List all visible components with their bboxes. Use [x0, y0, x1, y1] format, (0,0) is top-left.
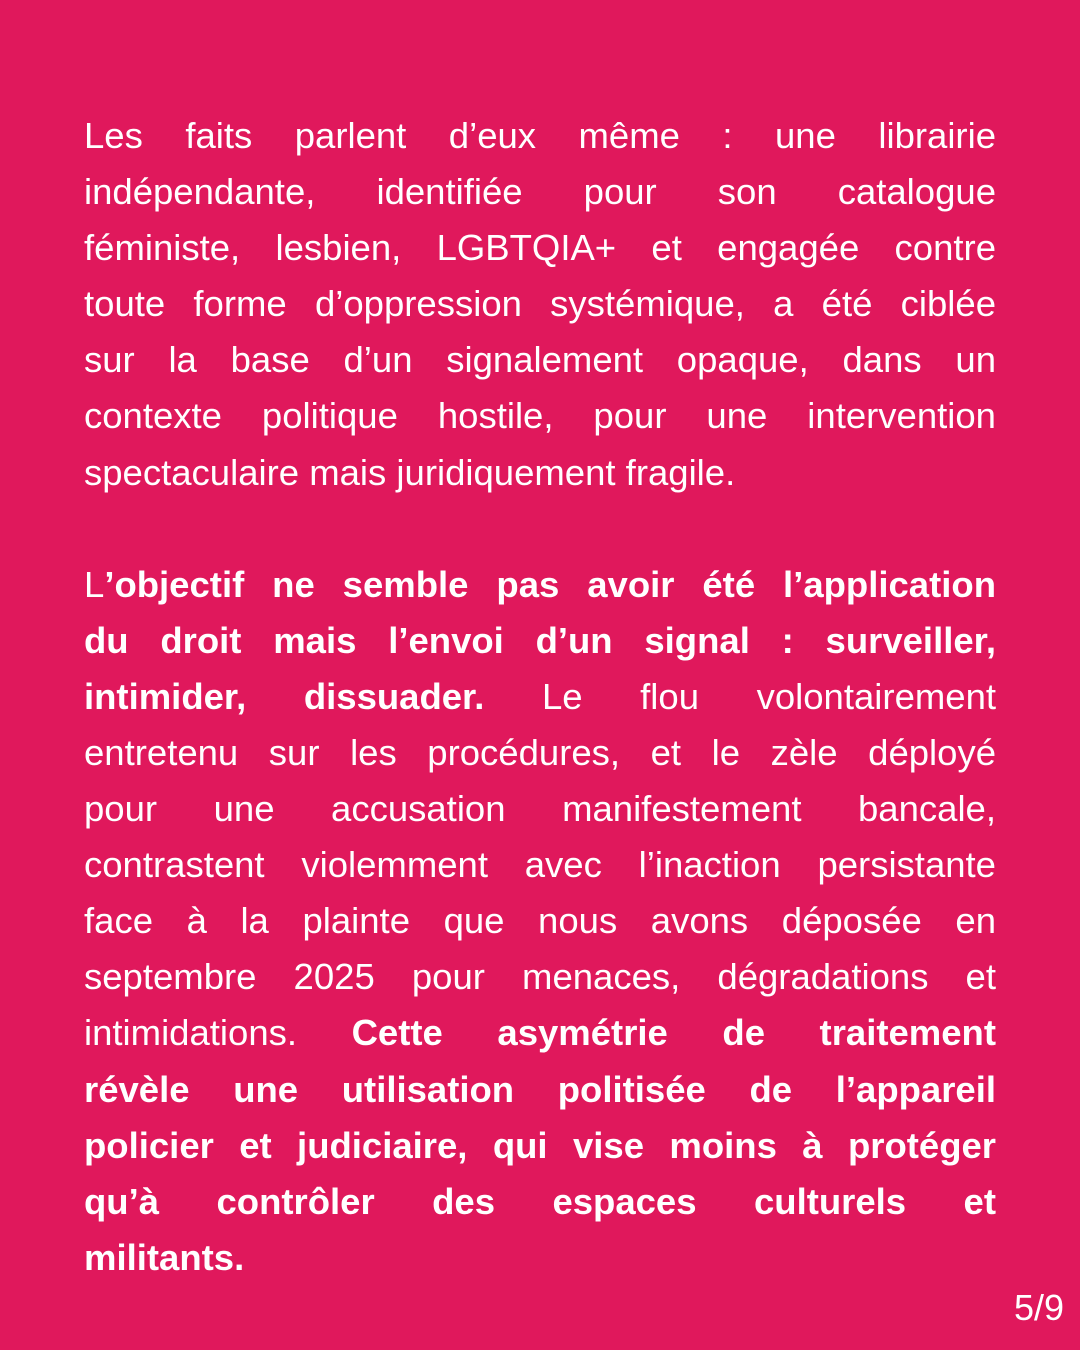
text-line: [84, 108, 996, 164]
text-line: [84, 781, 996, 837]
text-line: [84, 725, 996, 781]
text-line: [84, 164, 996, 220]
regular-text: face à la plainte que nous avons déposée en: [84, 900, 996, 942]
regular-text: L: [84, 563, 105, 605]
text-line: [84, 388, 996, 444]
bold-text: intimider, dissuader.: [84, 675, 485, 717]
bold-text: qu’à contrôler des espaces culturels et: [84, 1180, 996, 1222]
bold-text: policier et judiciaire, qui vise moins à protéger: [84, 1124, 996, 1166]
text-line: [84, 1174, 996, 1230]
regular-text: toute forme d’oppression systémique, a été ciblée: [84, 283, 996, 325]
regular-text: indépendante, identifiée pour son catalogue: [84, 171, 996, 213]
text-line: [84, 613, 996, 669]
regular-text: Le flou volontairement: [484, 675, 997, 717]
document-body: [84, 108, 996, 1286]
regular-text: Les faits parlent d’eux même : une librairie: [84, 115, 996, 156]
regular-text: spectaculaire mais juridiquement fragile.: [84, 451, 736, 493]
text-line: [84, 1118, 996, 1174]
regular-text: contexte politique hostile, pour une intervention: [84, 395, 996, 437]
paragraph-2: [84, 557, 996, 1286]
paragraph-1: [84, 108, 996, 501]
text-line: [84, 445, 996, 501]
regular-text: entretenu sur les procédures, et le zèle déployé: [84, 731, 996, 773]
text-line: [84, 220, 996, 276]
bold-text: ’objectif ne semble pas avoir été l’application: [104, 563, 996, 605]
text-line: [84, 1062, 996, 1118]
bold-text: du droit mais l’envoi d’un signal : surveiller,: [84, 619, 996, 661]
regular-text: féministe, lesbien, LGBTQIA+ et engagée contre: [84, 227, 996, 269]
text-line: [84, 276, 996, 332]
text-line: [84, 1230, 996, 1286]
text-line: [84, 669, 996, 725]
regular-text: pour une accusation manifestement bancale,: [84, 788, 996, 830]
text-line: [84, 837, 996, 893]
text-line: [84, 949, 996, 1005]
bold-text: Cette asymétrie de traitement: [351, 1012, 997, 1054]
regular-text: sur la base d’un signalement opaque, dans un: [84, 339, 996, 381]
bold-text: révèle une utilisation politisée de l’appareil: [84, 1068, 996, 1110]
text-line: [84, 332, 996, 388]
regular-text: intimidations.: [84, 1012, 352, 1054]
page-indicator: 5/9: [1013, 1287, 1064, 1328]
bold-text: militants.: [84, 1236, 245, 1278]
text-line: [84, 1005, 996, 1061]
text-line: [84, 893, 996, 949]
text-line: [84, 557, 996, 613]
regular-text: septembre 2025 pour menaces, dégradations et: [84, 956, 996, 998]
regular-text: contrastent violemment avec l’inaction persistante: [84, 844, 996, 886]
